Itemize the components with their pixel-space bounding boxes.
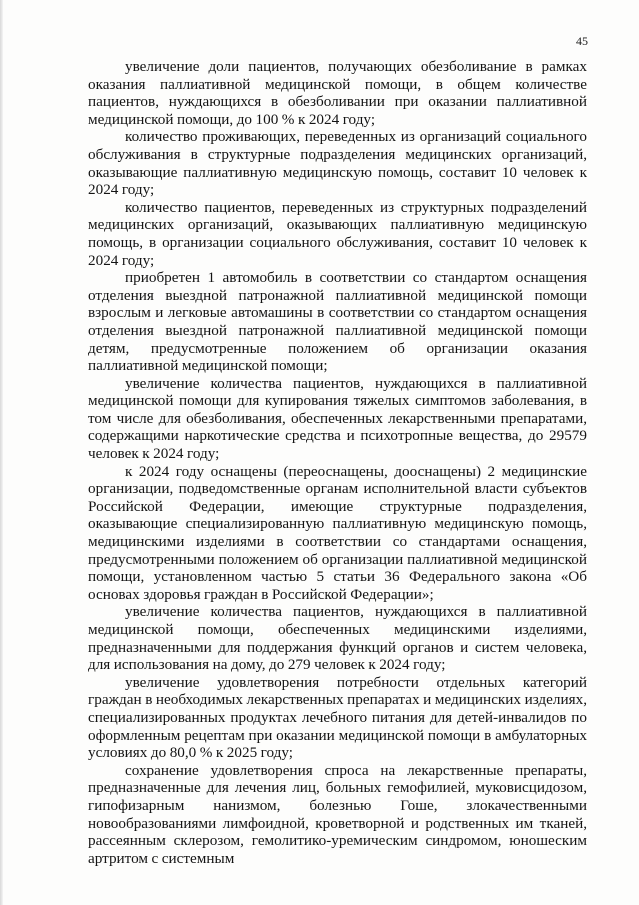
paragraph-home-medical-devices: увеличение количества пациентов, нуждающихся в паллиативной медицинской помощи, обеспеченных медицинскими изделиями, предназначенными для поддержания функций органов и систем человека, для использования на дому, до 279 человек к 2024 году;: [88, 603, 587, 674]
paragraph-symptom-relief-patients: увеличение количества пациентов, нуждающихся в паллиативной медицинской помощи для купирования тяжелых симптомов заболевания, в том числе для обезболивания, обеспеченных лекарственными препаратами, содержащими наркотические средства и психотропные вещества, до 29579 человек к 2024 году;: [88, 374, 587, 463]
paragraph-vehicle-purchase: приобретен 1 автомобиль в соответствии со стандартом оснащения отделения выездной патронажной паллиативной медицинской помощи взрослым и легковые автомашины в соответствии со стандартом оснащения отделения выездной патронажной паллиативной медицинской помощи детям, предусмотренные положением об организации оказания паллиативной медицинской помощи;: [88, 269, 587, 375]
paragraph-equipped-organizations: к 2024 году оснащены (переоснащены, дооснащены) 2 медицинские организации, подведомственные органам исполнительной власти субъектов Российской Федерации, имеющие структурные подразделения, оказывающие специализированную паллиативную медицинскую помощь, медицинскими изделиями в соответствии со стандартами оснащения, предусмотренными положением об организации паллиативной медицинской помощи, установленном частью 5 статьи 36 Федерального закона «Об основах здоровья граждан в Российской Федерации»;: [88, 462, 587, 603]
paragraph-drug-demand-retention: сохранение удовлетворения спроса на лекарственные препараты, предназначенные для лечения лиц, больных гемофилией, муковисцидозом, гипофизарным нанизмом, болезнью Гоше, злокачественными новообразованиями лимфоидной, кроветворной и родственных им тканей, рассеянным склерозом, гемолитико-уремическим синдромом, юношеским артритом с системным: [88, 761, 587, 867]
page-number: 45: [576, 34, 588, 48]
paragraph-drug-needs-satisfaction: увеличение удовлетворения потребности отдельных категорий граждан в необходимых лекарственных препаратах и медицинских изделиях, специализированных продуктах лечебного питания для детей-инвалидов по оформленным рецептам при оказании медицинской помощи в амбулаторных условиях до 80,0 % к 2025 году;: [88, 673, 587, 762]
paragraph-transferred-patients: количество пациентов, переведенных из структурных подразделений медицинских организаций, оказывающих паллиативную медицинскую помощь, в организации социального обслуживания, составит 10 человек к 2024 году;: [88, 198, 587, 269]
scan-edge: [0, 0, 3, 905]
document-body: [88, 58, 587, 867]
paragraph-pain-relief-share: увеличение доли пациентов, получающих обезболивание в рамках оказания паллиативной медицинской помощи, в общем количестве пациентов, нуждающихся в обезболивании при оказании паллиативной медицинской помощи, до 100 % к 2024 году;: [88, 58, 587, 128]
paragraph-transferred-residents: количество проживающих, переведенных из организаций социального обслуживания в структурные подразделения медицинских организаций, оказывающие паллиативную медицинскую помощь, составит 10 человек к 2024 году;: [88, 128, 587, 199]
